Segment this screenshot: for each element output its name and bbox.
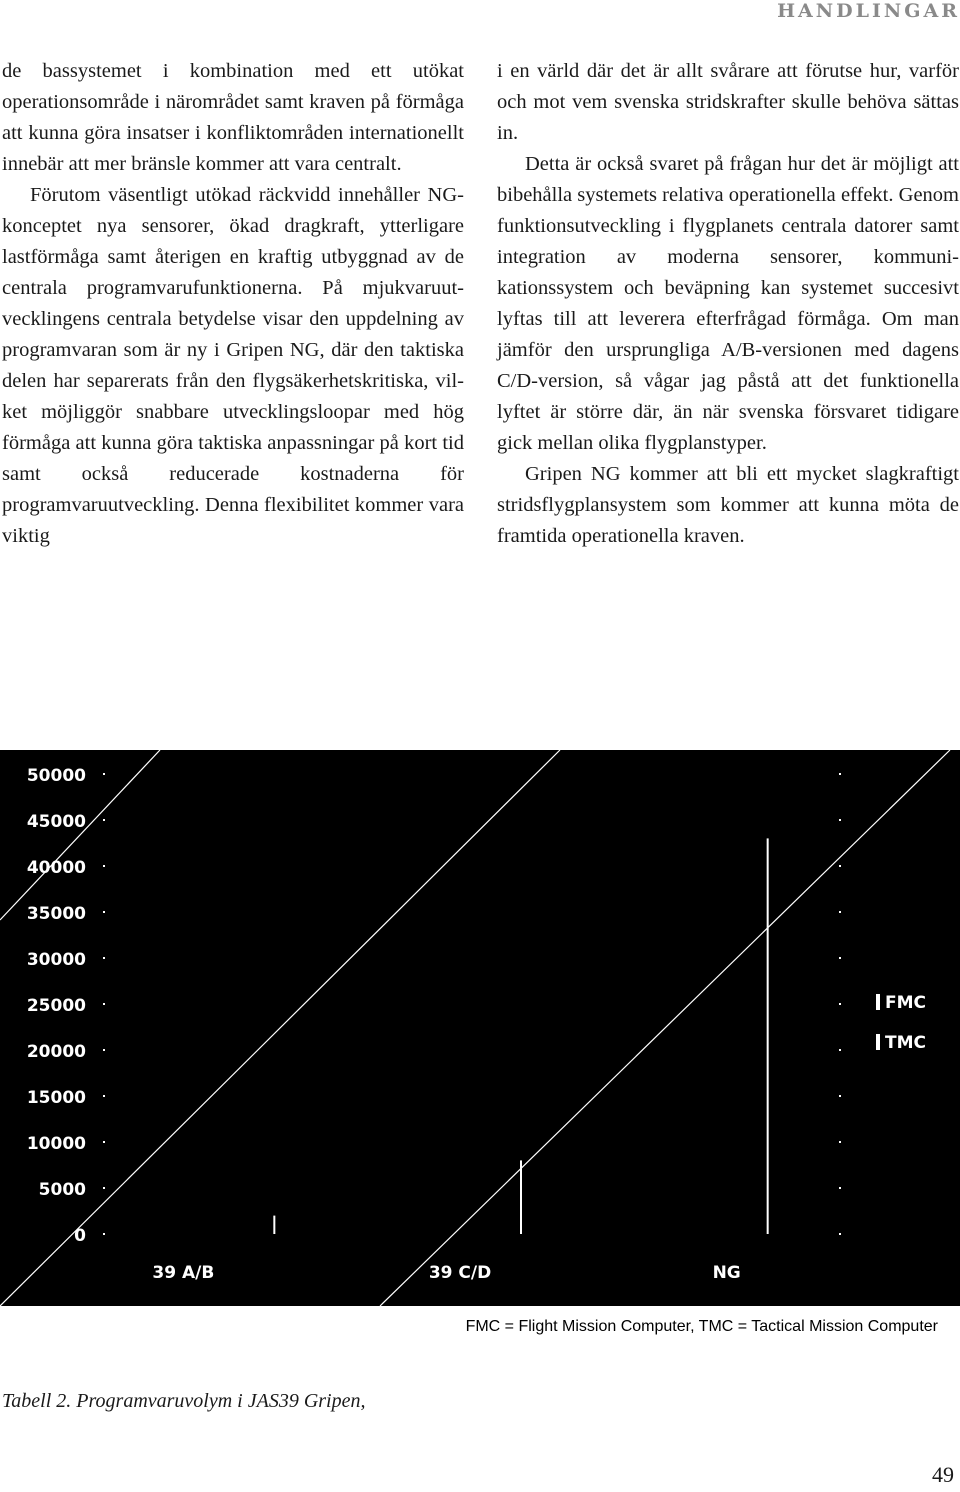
y-tick-label: 50000: [26, 766, 86, 786]
y-tick-mark: [103, 865, 105, 867]
legend-swatch: [876, 1034, 880, 1050]
paragraph: Förutom väsentligt utökad räckvidd innehåller NG-konceptet nya sensorer, ökad dragkraft, ytterligare lastförmåga samt återigen en kraftig utbyggnad av de centrala programvarufunktionerna. På mjukvaruutvecklingens centrala betydelse visar den uppdelning av programvaran som är ny i Gripen NG, där den taktiska delen har separerats från den flygsäkerhetskritiska, vilket möjliggör snabbare utvecklingsloopar med hög förmåga att kunna göra taktiska anpassningar på kort tid samt också reducerade kostnaderna för programvaruutveckling. Denna flexibilitet kommer vara viktig: [2, 184, 464, 547]
bar-fmc: [767, 838, 769, 1234]
right-tick-mark: [839, 1049, 841, 1051]
paragraph: de bassystemet i kombination med ett utökat operationsområde i närområdet samt kraven på förmåga att kunna göra insatser i konfliktområden internationellt innebär att mer bränsle kommer att vara centralt.: [2, 60, 464, 175]
legend-label: FMC: [885, 993, 927, 1013]
right-tick-mark: [839, 911, 841, 913]
right-tick-mark: [839, 773, 841, 775]
y-tick-mark: [103, 1095, 105, 1097]
right-tick-mark: [839, 865, 841, 867]
y-tick-label: 45000: [26, 812, 86, 832]
y-tick-mark: [103, 911, 105, 913]
y-tick-mark: [103, 1003, 105, 1005]
chart-footnote: FMC = Flight Mission Computer, TMC = Tactical Mission Computer: [465, 1318, 938, 1335]
right-tick-mark: [839, 957, 841, 959]
page-number: 49: [932, 1462, 954, 1487]
y-tick-mark: [103, 1141, 105, 1143]
right-tick-mark: [839, 1003, 841, 1005]
y-tick-mark: [103, 957, 105, 959]
table-caption: Tabell 2. Programvaruvolym i JAS39 Gripen,: [2, 1390, 366, 1412]
paragraph: i en värld där det är allt svårare att förutse hur, varför och mot vem svenska stridskrafter skulle behöva sättas in.: [497, 60, 959, 144]
software-volume-chart: [0, 750, 960, 1306]
legend-label: TMC: [885, 1033, 926, 1053]
bar-fmc: [273, 1216, 275, 1234]
x-category-label: NG: [712, 1263, 741, 1283]
y-tick-label: 0: [74, 1226, 86, 1246]
chart-canvas: [0, 750, 960, 1306]
y-tick-label: 20000: [26, 1042, 86, 1062]
diagonal-line: [380, 750, 950, 1306]
y-tick-label: 25000: [26, 996, 86, 1016]
section-header: HANDLINGAR: [777, 0, 960, 22]
y-tick-label: 15000: [26, 1088, 86, 1108]
left-text-column: [2, 56, 464, 552]
x-category-label: 39 C/D: [428, 1263, 492, 1283]
paragraph: Gripen NG kommer att bli ett mycket slagkraftigt stridsflygplansystem som kommer att kunna möta de framtida operationella kraven.: [497, 463, 959, 547]
y-tick-mark: [103, 773, 105, 775]
diagonal-line: [0, 750, 560, 1306]
bar-fmc: [520, 1160, 522, 1234]
y-tick-label: 5000: [38, 1180, 86, 1200]
y-tick-label: 35000: [26, 904, 86, 924]
y-tick-label: 10000: [26, 1134, 86, 1154]
y-tick-mark: [103, 819, 105, 821]
right-tick-mark: [839, 1233, 841, 1235]
legend-swatch: [876, 994, 880, 1010]
y-tick-mark: [103, 1187, 105, 1189]
right-tick-mark: [839, 1187, 841, 1189]
x-category-label: 39 A/B: [152, 1263, 215, 1283]
y-tick-mark: [103, 1233, 105, 1235]
right-tick-mark: [839, 1095, 841, 1097]
paragraph: Detta är också svaret på frågan hur det är möjligt att bibehålla systemets relativa operationella effekt. Genom funktionsutveckling i flygplanets centrala datorer samt integration av moderna sensorer, kommunikationssystem och beväpning kan systemet succesivt lyftas till att leverera efterfrågad förmåga. Om man jämför den ursprungliga A/B-versionen med dagens C/D-version, så vågar jag påstå att det funktionella lyftet är större där, än när svenska försvaret tidigare gick mellan olika flygplanstyper.: [497, 153, 959, 454]
right-tick-mark: [839, 1141, 841, 1143]
y-tick-mark: [103, 1049, 105, 1051]
y-tick-label: 40000: [26, 858, 86, 878]
y-tick-label: 30000: [26, 950, 86, 970]
right-tick-mark: [839, 819, 841, 821]
right-text-column: [497, 56, 959, 552]
